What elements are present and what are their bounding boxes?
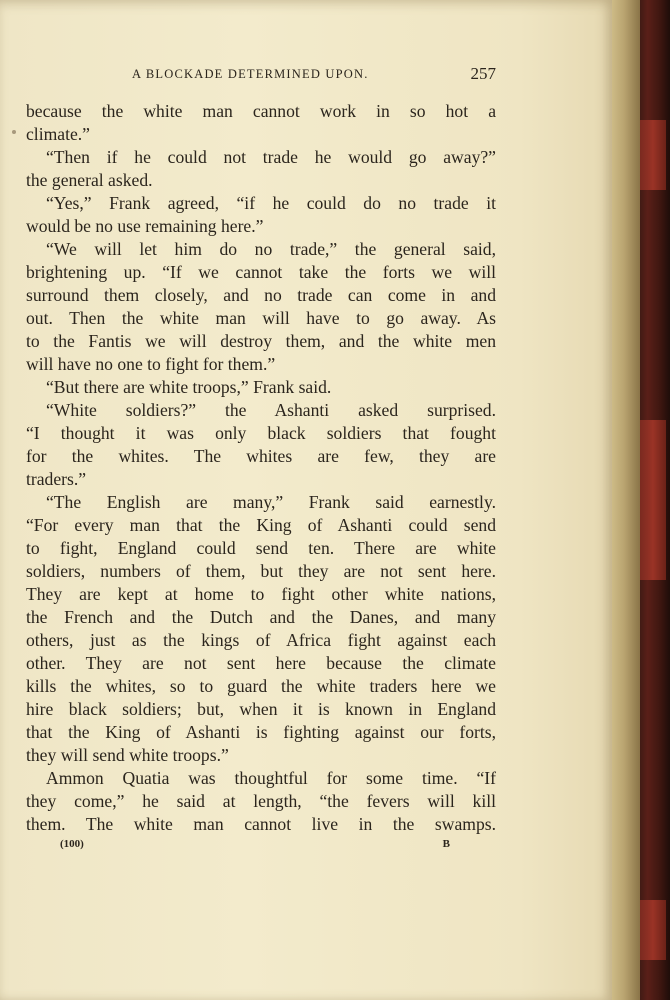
text-line: hire black soldiers; but, when it is known in England bbox=[26, 699, 496, 719]
text-line: out. Then the white man will have to go away. As bbox=[26, 308, 496, 328]
text-line: They are kept at home to fight other white nations, bbox=[26, 584, 496, 604]
book-binding bbox=[638, 0, 670, 1000]
text-line: “Then if he could not trade he would go away?” bbox=[46, 147, 496, 167]
text-line: them. The white man cannot live in the swamps. bbox=[26, 814, 496, 834]
text-line: “But there are white troops,” Frank said. bbox=[46, 377, 332, 397]
text-line: they come,” he said at length, “the fevers will kill bbox=[26, 791, 496, 811]
text-line: climate.” bbox=[26, 124, 90, 144]
paper-speck bbox=[12, 130, 16, 134]
binding-band bbox=[640, 120, 666, 190]
body-text bbox=[26, 100, 496, 836]
text-line: brightening up. “If we cannot take the forts we will bbox=[26, 262, 496, 282]
page-number: 257 bbox=[470, 64, 496, 83]
gathering-mark: B bbox=[442, 838, 450, 850]
binding-band bbox=[640, 900, 666, 960]
text-line: surround them closely, and no trade can come in and bbox=[26, 285, 496, 305]
text-line: others, just as the kings of Africa fight against each bbox=[26, 630, 496, 650]
text-line: “We will let him do no trade,” the general said, bbox=[46, 239, 496, 259]
text-line: they will send white troops.” bbox=[26, 745, 229, 765]
binding-band bbox=[640, 420, 666, 580]
text-line: soldiers, numbers of them, but they are not sent here. bbox=[26, 561, 496, 581]
text-line: traders.” bbox=[26, 469, 87, 489]
text-line: the French and the Dutch and the Danes, and many bbox=[26, 607, 496, 627]
text-line: would be no use remaining here.” bbox=[26, 216, 264, 236]
page-header bbox=[28, 64, 496, 88]
text-line: “I thought it was only black soldiers that fought bbox=[26, 423, 496, 443]
text-line: will have no one to fight for them.” bbox=[26, 354, 276, 374]
signature-mark: (100) bbox=[60, 838, 84, 850]
text-line: Ammon Quatia was thoughtful for some time. “If bbox=[46, 768, 496, 788]
text-line: because the white man cannot work in so hot a bbox=[26, 101, 496, 121]
text-line: “The English are many,” Frank said earnestly. bbox=[46, 492, 496, 512]
text-line: “White soldiers?” the Ashanti asked surprised. bbox=[46, 400, 496, 420]
text-line: to fight, England could send ten. There are white bbox=[26, 538, 496, 558]
text-line: other. They are not sent here because the climate bbox=[26, 653, 496, 673]
text-line: that the King of Ashanti is fighting against our forts, bbox=[26, 722, 496, 742]
text-line: to the Fantis we will destroy them, and the white men bbox=[26, 331, 496, 351]
running-head: A BLOCKADE DETERMINED UPON. bbox=[132, 67, 369, 81]
text-line: for the whites. The whites are few, they are bbox=[26, 446, 496, 466]
text-line: “Yes,” Frank agreed, “if he could do no trade it bbox=[46, 193, 496, 213]
text-line: “For every man that the King of Ashanti could send bbox=[26, 515, 496, 535]
page-footer bbox=[60, 838, 450, 856]
text-line: kills the whites, so to guard the white traders here we bbox=[26, 676, 496, 696]
text-line: the general asked. bbox=[26, 170, 153, 190]
